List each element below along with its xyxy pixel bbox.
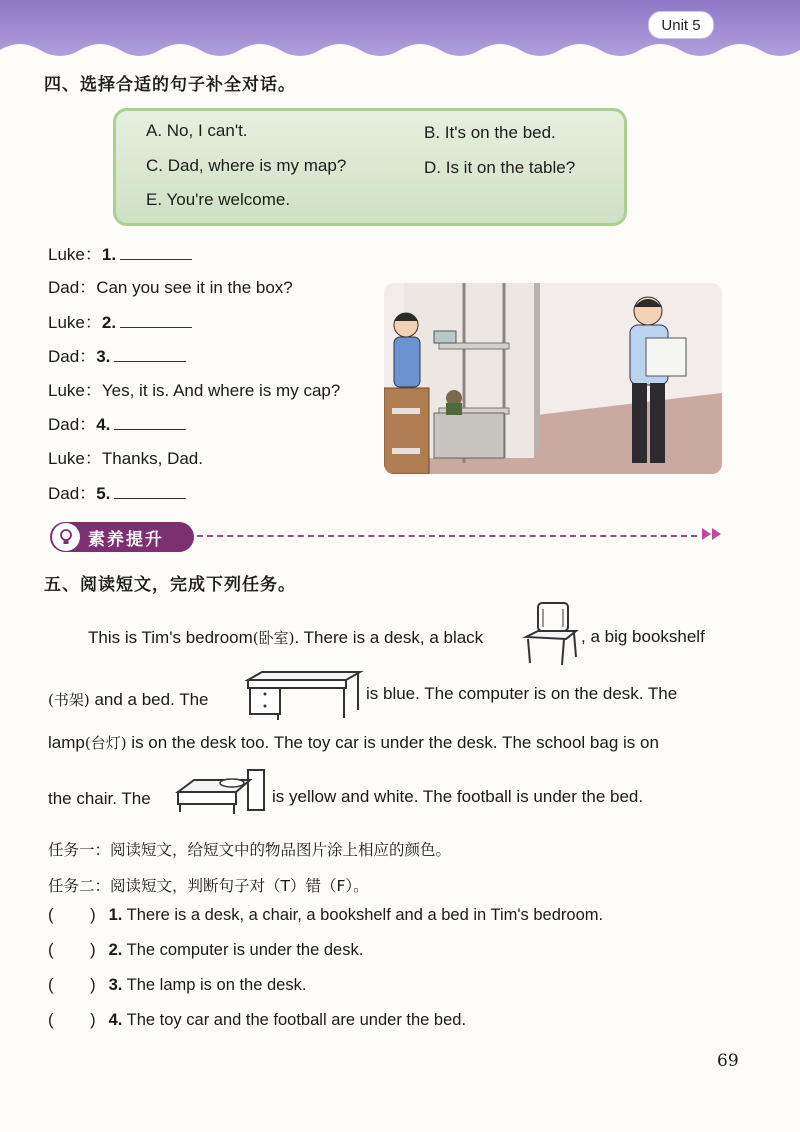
passage-text: is blue. The computer is on the desk. The bbox=[366, 684, 678, 703]
answer-blank[interactable] bbox=[120, 245, 192, 260]
task2-instruction: 任务二：阅读短文，判断句子对（T）错（F）。 bbox=[48, 877, 369, 895]
double-arrow-icon bbox=[700, 526, 724, 542]
passage-text: This is Tim's bedroom bbox=[88, 628, 253, 647]
gloss-text: (书架) bbox=[48, 691, 90, 709]
option-d: D. Is it on the table? bbox=[424, 158, 576, 177]
section5-title: 五、阅读短文，完成下列任务。 bbox=[44, 575, 296, 595]
passage-text: is on the desk too. The toy car is under the desk. The school bag is on bbox=[126, 733, 659, 752]
passage-line-1-end bbox=[581, 627, 705, 647]
answer-blank[interactable] bbox=[114, 347, 186, 362]
answer-bracket[interactable]: ( ) bbox=[48, 941, 96, 959]
tf-statement bbox=[48, 941, 363, 960]
dialogue-line bbox=[48, 410, 186, 435]
dialogue-line bbox=[48, 273, 293, 298]
option-c: C. Dad, where is my map? bbox=[146, 156, 347, 175]
dialogue-line bbox=[48, 444, 203, 469]
passage-text: lamp bbox=[48, 733, 85, 752]
tf-statement bbox=[48, 1011, 466, 1030]
blank-number: 2. bbox=[101, 313, 117, 332]
unit-badge: Unit 5 bbox=[648, 11, 714, 39]
passage-text: the chair. The bbox=[48, 789, 151, 808]
statement-number: 4. bbox=[108, 1011, 123, 1029]
passage-line-1 bbox=[88, 627, 483, 648]
page-number: 69 bbox=[717, 1051, 739, 1071]
speaker: Dad： bbox=[48, 484, 97, 503]
blank-number: 5. bbox=[96, 484, 111, 503]
option-b: B. It's on the bed. bbox=[424, 123, 556, 142]
dialogue-line bbox=[48, 342, 186, 367]
passage-line-2 bbox=[48, 689, 209, 710]
answer-bracket[interactable]: ( ) bbox=[48, 976, 96, 994]
gloss-text: (卧室) bbox=[252, 629, 295, 647]
gloss-text: (台灯) bbox=[84, 734, 127, 752]
speaker: Luke： bbox=[48, 245, 102, 264]
speaker: Luke： bbox=[48, 381, 102, 400]
dialogue-line bbox=[48, 376, 340, 401]
speaker: Dad： bbox=[48, 415, 97, 434]
tf-statement bbox=[48, 906, 603, 925]
blank-number: 3. bbox=[96, 347, 111, 366]
statement-text: The lamp is on the desk. bbox=[126, 976, 307, 994]
passage-text: , a big bookshelf bbox=[581, 627, 705, 646]
passage-text: . There is a desk, a black bbox=[294, 628, 484, 647]
statement-number: 3. bbox=[108, 976, 123, 994]
dialogue-text: Thanks, Dad. bbox=[101, 449, 203, 468]
passage-text: and a bed. The bbox=[89, 690, 209, 709]
passage-line-2-end bbox=[366, 684, 677, 704]
passage-line-4-end bbox=[272, 787, 643, 807]
statement-number: 2. bbox=[108, 941, 123, 959]
answer-blank[interactable] bbox=[114, 484, 186, 499]
room-scene-illustration bbox=[384, 283, 722, 474]
answer-bracket[interactable]: ( ) bbox=[48, 906, 96, 924]
literacy-banner bbox=[50, 522, 194, 552]
lightbulb-icon bbox=[52, 523, 80, 551]
task1-instruction: 任务一：阅读短文，给短文中的物品图片涂上相应的颜色。 bbox=[48, 841, 452, 859]
dialogue-text: Yes, it is. And where is my cap? bbox=[101, 381, 341, 400]
statement-number: 1. bbox=[108, 906, 123, 924]
passage-text: is yellow and white. The football is under the bed. bbox=[272, 787, 644, 806]
blank-number: 4. bbox=[96, 415, 111, 434]
dialogue-line bbox=[48, 308, 192, 333]
speaker: Luke： bbox=[48, 449, 102, 468]
statement-text: The computer is under the desk. bbox=[126, 941, 364, 959]
dialogue-line bbox=[48, 479, 186, 504]
speaker: Luke： bbox=[48, 313, 102, 332]
blank-number: 1. bbox=[101, 245, 117, 264]
bed-picture[interactable] bbox=[174, 766, 268, 818]
dashed-divider bbox=[197, 535, 697, 537]
dialogue-line bbox=[48, 240, 192, 265]
statement-text: The toy car and the football are under the bed. bbox=[126, 1011, 467, 1029]
dialogue-text: Can you see it in the box? bbox=[96, 278, 293, 297]
desk-picture[interactable] bbox=[244, 670, 364, 722]
option-a: A. No, I can't. bbox=[146, 121, 248, 140]
options-box bbox=[113, 108, 627, 226]
passage-line-4 bbox=[48, 789, 151, 809]
speaker: Dad： bbox=[48, 278, 97, 297]
answer-blank[interactable] bbox=[120, 313, 192, 328]
answer-bracket[interactable]: ( ) bbox=[48, 1011, 96, 1029]
statement-text: There is a desk, a chair, a bookshelf and a bed in Tim's bedroom. bbox=[126, 906, 604, 924]
tf-statement bbox=[48, 976, 306, 995]
chair-picture[interactable] bbox=[522, 601, 580, 667]
literacy-banner-label: 素养提升 bbox=[88, 529, 164, 550]
section4-title: 四、选择合适的句子补全对话。 bbox=[44, 75, 296, 95]
answer-blank[interactable] bbox=[114, 415, 186, 430]
passage-line-3 bbox=[48, 732, 659, 753]
option-e: E. You're welcome. bbox=[146, 190, 291, 209]
speaker: Dad： bbox=[48, 347, 97, 366]
